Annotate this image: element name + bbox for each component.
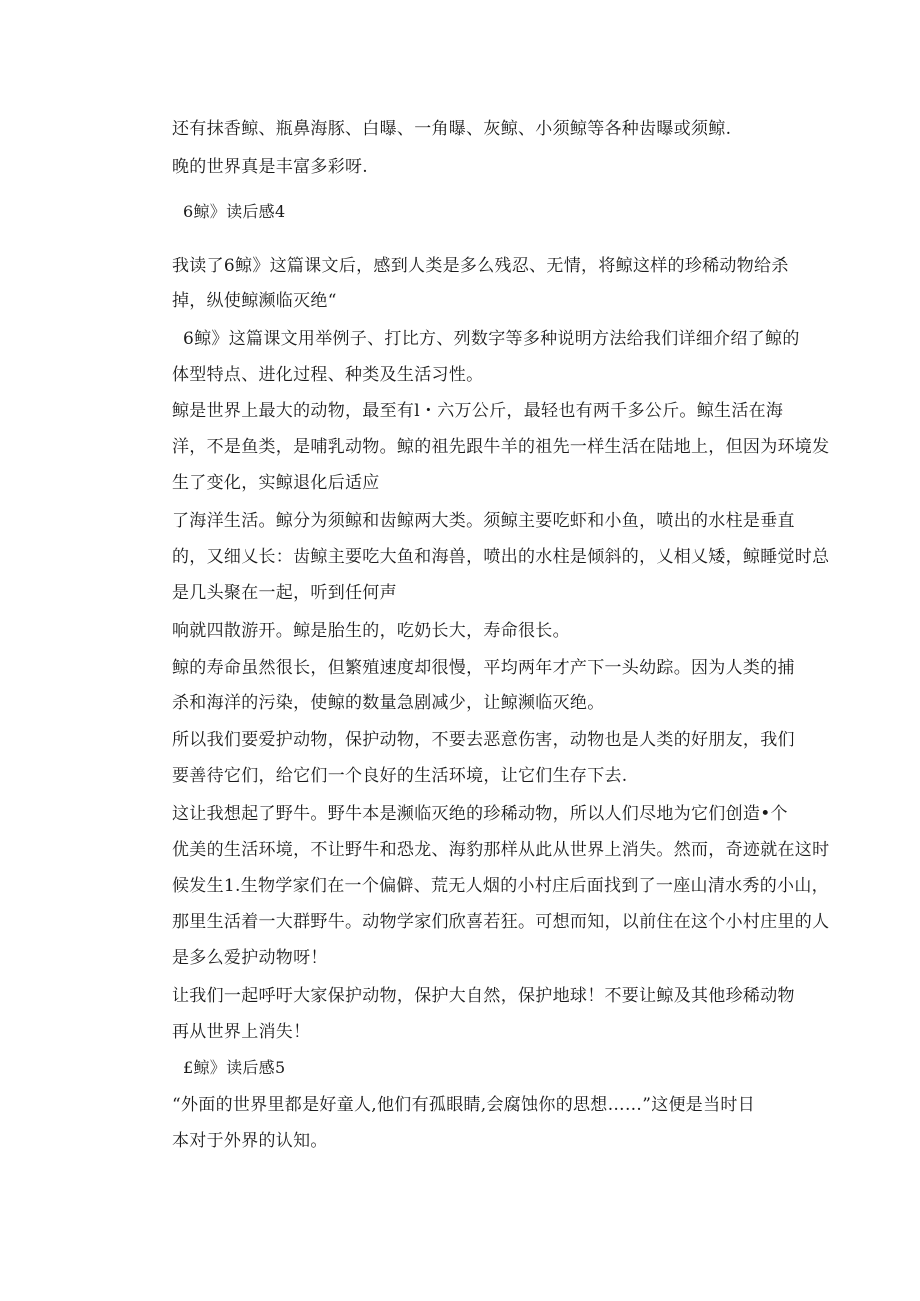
text-line: 鲸是世界上最大的动物，最至有l・六万公斤，最轻也有两千多公斤。鲸生活在海 xyxy=(172,401,784,421)
text-line: 是几头聚在一起，听到任何声 xyxy=(172,583,397,603)
text-line: 优美的生活环境，不让野牛和恐龙、海豹那样从此从世界上消失。然而，奇迹就在这时 xyxy=(172,840,830,860)
text-line: 6鲸》这篇课文用举例子、打比方、列数字等多种说明方法给我们详细介绍了鲸的 xyxy=(183,329,800,349)
text-line: 掉，纵使鲸濒临灭绝“ xyxy=(172,291,337,311)
text-line: 所以我们要爱护动物，保护动物，不要去恶意伤害，动物也是人类的好朋友，我们 xyxy=(172,730,795,750)
text-line: 再从世界上消失！ xyxy=(172,1022,311,1042)
text-line: 那里生活着一大群野牛。动物学家们欣喜若狂。可想而知，以前住在这个小村庄里的人 xyxy=(172,912,830,932)
text-line: 生了变化，实鲸退化后适应 xyxy=(172,473,380,493)
text-line: 响就四散游开。鲸是胎生的，吃奶长大，寿命很长。 xyxy=(172,621,570,641)
text-line: 体型特点、进化过程、种类及生活习性。 xyxy=(172,365,484,385)
text-line: 晚的世界真是丰富多彩呀. xyxy=(172,157,369,177)
text-line: 这让我想起了野牛。野牛本是濒临灭绝的珍稀动物，所以人们尽地为它们创造•个 xyxy=(172,804,788,824)
text-line: 的，又细乂长：齿鲸主要吃大鱼和海兽，喷出的水柱是倾斜的，乂相乂矮，鲸睡觉时总 xyxy=(172,547,830,567)
text-line: 杀和海洋的污染，使鲸的数量急剧减少，让鲸濒临灭绝。 xyxy=(172,693,605,713)
section-heading: £鲸》读后感5 xyxy=(183,1058,286,1077)
text-line: 候发生1.生物学家们在一个偏僻、荒无人烟的小村庄后面找到了一座山清水秀的小山， xyxy=(172,876,829,896)
text-line: “外面的世界里都是好童人,他们有孤眼睛,会腐蚀你的思想……”这便是当时日 xyxy=(172,1095,755,1115)
text-line: 洋，不是鱼类，是哺乳动物。鲸的祖先跟牛羊的祖先一样生活在陆地上，但因为环境发 xyxy=(172,437,830,457)
text-line: 本对于外界的认知。 xyxy=(172,1131,328,1151)
text-line: 让我们一起呼吁大家保护动物，保护大自然，保护地球！不要让鲸及其他珍稀动物 xyxy=(172,986,795,1006)
text-line: 鲸的寿命虽然很长，但繁殖速度却很慢，平均两年才产下一头幼踪。因为人类的捕 xyxy=(172,658,795,678)
text-line: 是多么爱护动物呀！ xyxy=(172,948,328,968)
text-line: 了海洋生活。鲸分为须鲸和齿鲸两大类。须鲸主要吃虾和小鱼，喷出的水柱是垂直 xyxy=(172,511,795,531)
section-heading: 6鲸》读后感4 xyxy=(183,202,286,221)
text-line: 还有抹香鲸、瓶鼻海豚、白曝、一角曝、灰鲸、小须鲸等各种齿曝或须鲸. xyxy=(172,119,732,139)
text-line: 我读了6鲸》这篇课文后，感到人类是多么残忍、无情，将鲸这样的珍稀动物给杀 xyxy=(172,256,789,276)
text-line: 要善待它们，给它们一个良好的生活环境，让它们生存下去. xyxy=(172,766,628,786)
